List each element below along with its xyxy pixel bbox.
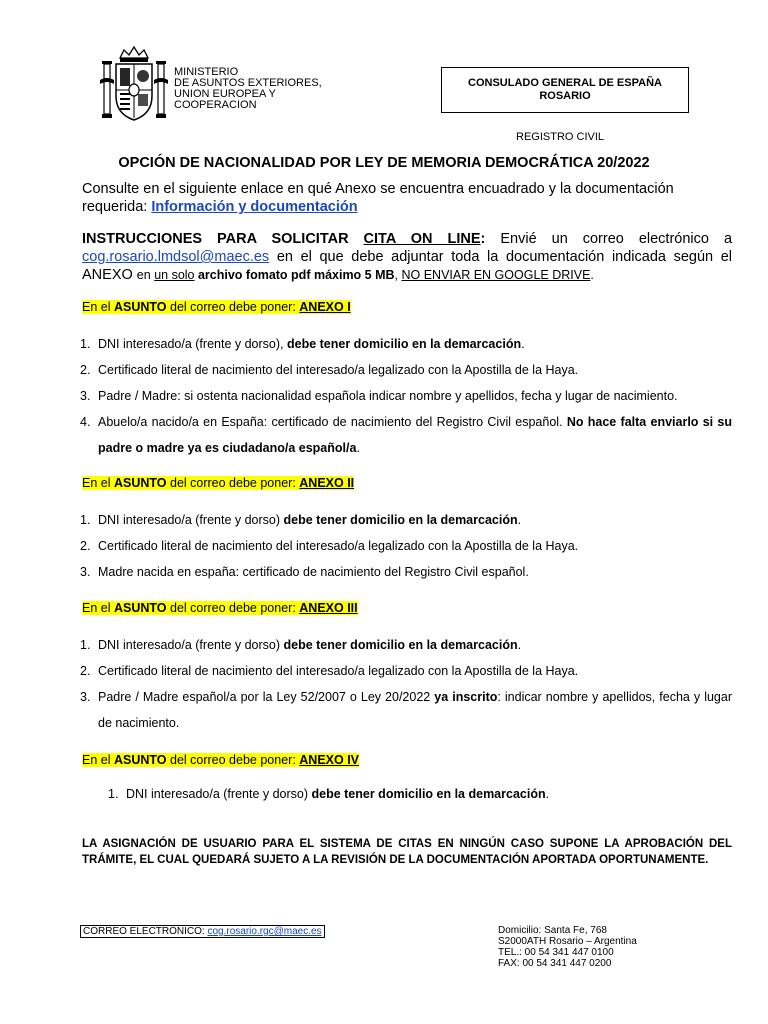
email-link[interactable]: cog.rosario.lmdsol@maec.es: [82, 249, 270, 265]
consulate-line: ROSARIO: [539, 90, 591, 102]
un-solo: un solo: [154, 268, 195, 282]
list-item: 1. DNI interesado/a (frente y dorso) debe tener domicilio en la demarcación.: [80, 513, 522, 527]
address-line: TEL.: 00 54 341 447 0100: [498, 947, 614, 958]
info-link[interactable]: Información y documentación: [151, 199, 358, 215]
anexo-label: ANEXO IV: [299, 753, 360, 767]
anexo-4-list: [108, 785, 728, 803]
anexo-3-list: [80, 632, 732, 736]
anexo-label: ANEXO III: [299, 601, 358, 615]
list-item: 3. Padre / Madre español/a por la Ley 52/2007 o Ley 20/2022 ya inscrito: indicar nombre y apellidos, fecha y lugar de nacimiento.: [80, 690, 732, 730]
address-line: Domicilio: Santa Fe, 768: [498, 925, 607, 936]
consulate-line: CONSULADO GENERAL DE ESPAÑA: [468, 77, 662, 89]
list-item: 2. Certificado literal de nacimiento del interesado/a legalizado con la Apostilla de la Haya.: [80, 363, 579, 377]
no-google-drive: NO ENVIAR EN GOOGLE DRIVE: [401, 268, 591, 282]
intro-paragraph: [82, 180, 734, 216]
address-line: S2000ATH Rosario – Argentina: [498, 936, 637, 947]
consulate-box: [441, 67, 689, 113]
ministry-line: MINISTERIO: [174, 66, 239, 78]
list-item: 2. Certificado literal de nacimiento del interesado/a legalizado con la Apostilla de la Haya.: [80, 664, 579, 678]
asunto-anexo-2: En el ASUNTO del correo debe poner: ANEXO II: [82, 476, 355, 490]
asunto-anexo-3: En el ASUNTO del correo debe poner: ANEXO III: [82, 601, 358, 615]
coat-of-arms-icon: [98, 44, 170, 126]
anexo-2-list: [80, 507, 732, 585]
list-item: 3. Madre nacida en españa: certificado de nacimiento del Registro Civil español.: [80, 565, 529, 579]
list-item: 4. Abuelo/a nacido/a en España: certificado de nacimiento del Registro Civil español. No hace falta enviarlo si su padre o madre ya es ciudadano/a español/a.: [80, 415, 733, 455]
instructions-paragraph: INSTRUCCIONES PARA SOLICITAR CITA ON LINE: Envié un correo electrónico a cog.rosario.lmdsol@maec.es en el que debe adjuntar toda la documentación indicada según el ANEXO en un solo archivo fomato pdf máximo 5 MB, NO ENVIAR EN GOOGLE DRIVE.: [82, 231, 733, 283]
instructions-text: Envié un correo electrónico a: [485, 231, 733, 247]
email-label: CORREO ELECTRÓNICO:: [83, 926, 208, 937]
intro-text: Consulte en el siguiente enlace en qué Anexo se encuentra encuadrado y la documentación requerida:: [82, 181, 674, 215]
document-title: OPCIÓN DE NACIONALIDAD POR LEY DE MEMORIA DEMOCRÁTICA 20/2022: [118, 155, 650, 171]
list-item: 1. DNI interesado/a (frente y dorso), debe tener domicilio en la demarcación.: [80, 337, 525, 351]
list-item: 1. DNI interesado/a (frente y dorso) debe tener domicilio en la demarcación.: [108, 787, 550, 801]
address-line: FAX: 00 54 341 447 0200: [498, 958, 612, 969]
file-requirements: archivo fomato pdf máximo 5 MB: [194, 268, 395, 282]
footer-note: LA ASIGNACIÓN DE USUARIO PARA EL SISTEMA DE CITAS EN NINGÚN CASO SUPONE LA APROBACIÓN DEL TRÁMITE, EL CUAL QUEDARÁ SUJETO A LA REVISIÓN DE LA DOCUMENTACIÓN APORTADA OPORTUNAMENTE.: [82, 838, 732, 866]
list-item: 2. Certificado literal de nacimiento del interesado/a legalizado con la Apostilla de la Haya.: [80, 539, 579, 553]
address-block: [498, 925, 637, 969]
contact-email-link[interactable]: cog.rosario.rgc@maec.es: [207, 926, 322, 937]
ministry-name: [174, 67, 344, 111]
instructions-heading: INSTRUCCIONES PARA SOLICITAR: [82, 231, 364, 247]
list-item: 1. DNI interesado/a (frente y dorso) debe tener domicilio en la demarcación.: [80, 638, 522, 652]
list-item: 3. Padre / Madre: si ostenta nacionalidad española indicar nombre y apellidos, fecha y lugar de nacimiento.: [80, 389, 678, 403]
ministry-line: DE ASUNTOS EXTERIORES,: [174, 77, 322, 89]
ministry-line: COOPERACION: [174, 99, 257, 111]
asunto-anexo-1: En el ASUNTO del correo debe poner: ANEXO I: [82, 300, 351, 314]
anexo-label: ANEXO II: [299, 476, 355, 490]
anexo-label: ANEXO I: [299, 300, 351, 314]
ministry-line: UNION EUROPEA Y: [174, 88, 276, 100]
anexo-1-list: [80, 331, 732, 461]
registry-label: REGISTRO CIVIL: [516, 131, 605, 143]
cita-online: CITA ON LINE: [363, 231, 481, 247]
asunto-anexo-4: En el ASUNTO del correo debe poner: ANEXO IV: [82, 753, 360, 767]
contact-email-box: [80, 925, 325, 938]
